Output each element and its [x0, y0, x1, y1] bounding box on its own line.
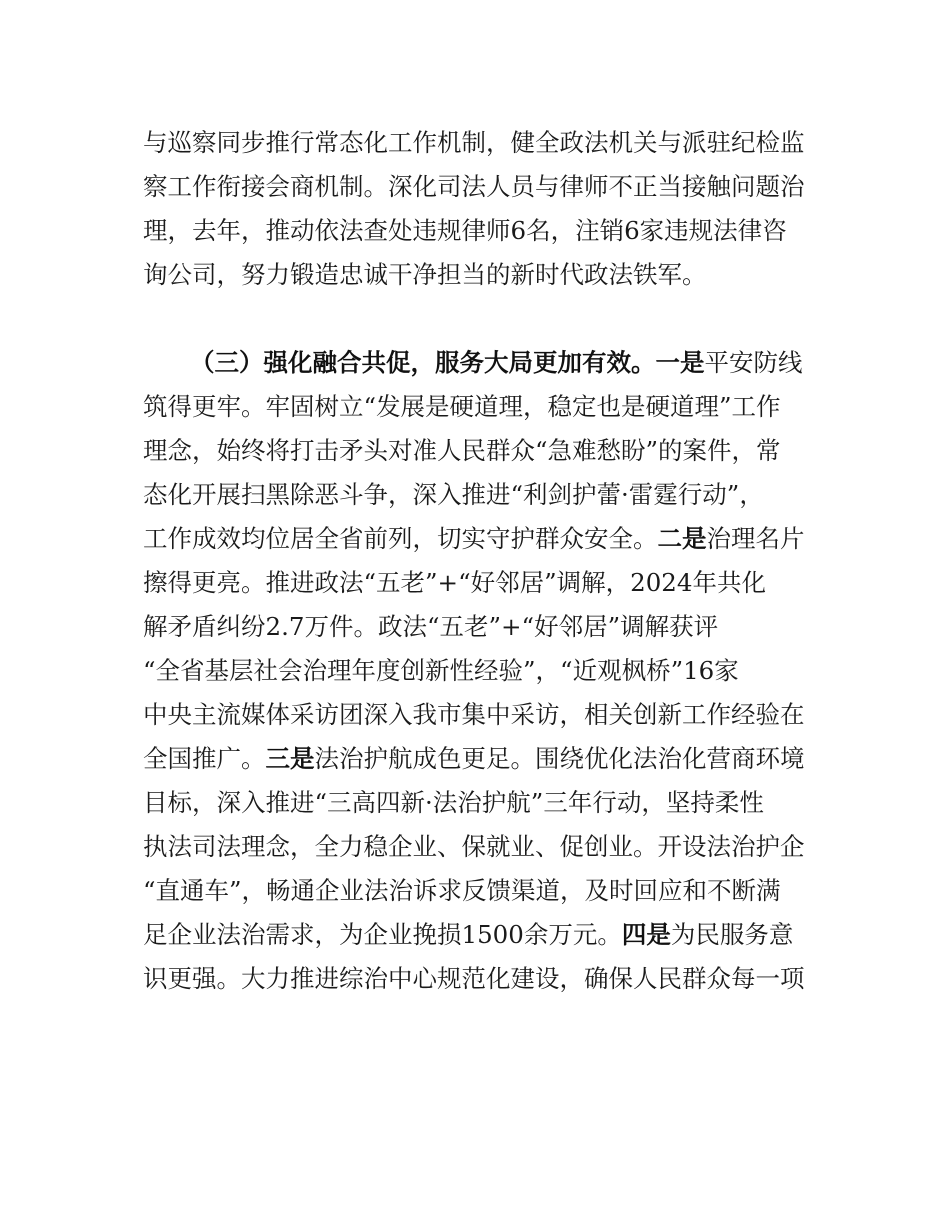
text-line: 与巡察同步推行常态化工作机制，健全政法机关与派驻纪检监 [143, 128, 805, 157]
text-line: “全省基层社会治理年度创新性经验”，“近观枫桥”16家 [143, 656, 739, 685]
text-segment: 法治护航成色更足。围绕优化法治化营商环境 [314, 744, 805, 773]
text-line: 执法司法理念，全力稳企业、保就业、促创业。开设法治护企 [143, 832, 805, 861]
text-line: 中央主流媒体采访团深入我市集中采访，相关创新工作经验在 [143, 700, 805, 729]
text-segment: 为民服务意 [670, 920, 794, 949]
text-line: 态化开展扫黑除恶斗争，深入推进“利剑护蕾·雷霆行动”， [143, 480, 764, 509]
text-line: 识更强。大力推进综治中心规范化建设，确保人民群众每一项 [143, 964, 805, 993]
section-heading: （三）强化融合共促，服务大局更加有效。一是 [190, 348, 705, 377]
point-marker: 二是 [657, 524, 707, 553]
point-marker: 三是 [265, 744, 315, 773]
text-line: 目标，深入推进“三高四新·法治护航”三年行动，坚持柔性 [143, 788, 764, 817]
text-line [143, 519, 823, 559]
text-segment: 足企业法治需求，为企业挽损1500余万元。 [143, 920, 622, 949]
text-line [143, 739, 823, 779]
text-line: 询公司，努力锻造忠诚干净担当的新时代政法铁军。 [143, 260, 707, 289]
text-line [143, 915, 823, 955]
text-line: 擦得更亮。推进政法“五老”+“好邻居”调解，2024年共化 [143, 568, 766, 597]
text-line: 筑得更牢。牢固树立“发展是硬道理，稳定也是硬道理”工作 [143, 392, 781, 421]
section-heading-line [190, 343, 820, 383]
text-line: 解矛盾纠纷2.7万件。政法“五老”+“好邻居”调解获评 [143, 612, 719, 641]
point-marker: 四是 [621, 920, 671, 949]
text-line: “直通车”，畅通企业法治诉求反馈渠道，及时回应和不断满 [143, 876, 781, 905]
text-segment: 工作成效均位居全省前列，切实守护群众安全。 [143, 524, 658, 553]
text-segment: 平安防线 [704, 348, 803, 377]
text-segment: 治理名片 [706, 524, 805, 553]
text-line: 理念，始终将打击矛头对准人民群众“急难愁盼”的案件，常 [143, 436, 781, 465]
text-segment: 全国推广。 [143, 744, 266, 773]
text-line: 理，去年，推动依法查处违规律师6名，注销6家违规法律咨 [143, 216, 787, 245]
text-line: 察工作衔接会商机制。深化司法人员与律师不正当接触问题治 [143, 172, 805, 201]
